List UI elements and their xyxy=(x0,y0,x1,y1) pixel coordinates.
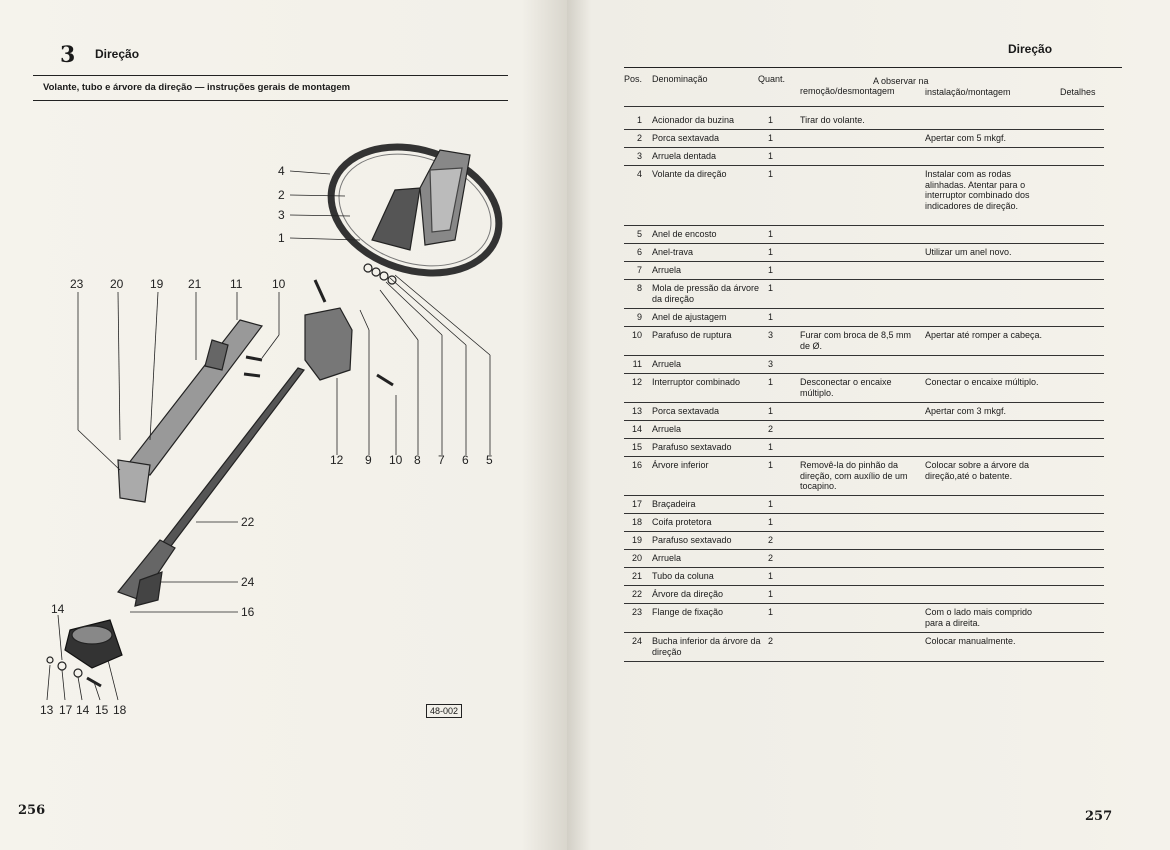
cell-name: Anel de encosto xyxy=(652,229,717,239)
steering-wheel-hub xyxy=(372,188,420,250)
cell-qty: 1 xyxy=(768,607,774,617)
page-number-left: 256 xyxy=(18,803,46,818)
cell-install: Apertar com 3 mkgf. xyxy=(925,406,1007,416)
cell-name: Parafuso sextavado xyxy=(652,442,732,452)
figure-reference: 48-002 xyxy=(426,704,462,718)
cell-install: Instalar com as rodas alinhadas. Atentar para o interruptor combinado dos indicadores de direção. xyxy=(925,169,1030,211)
cell-pos: 11 xyxy=(632,359,642,369)
cell-pos: 24 xyxy=(631,636,642,646)
table-header xyxy=(624,74,1104,100)
callout-label: 10 xyxy=(272,277,286,291)
cell-pos: 12 xyxy=(631,377,642,387)
table-row xyxy=(624,550,1104,568)
cell-pos: 22 xyxy=(631,589,642,599)
cell-name: Porca sextavada xyxy=(652,406,720,416)
cell-pos: 5 xyxy=(636,229,642,239)
cell-qty: 1 xyxy=(768,460,774,470)
cell-name: Bucha inferior da árvore da direção xyxy=(652,636,761,657)
header-name: Denominação xyxy=(652,74,708,84)
cell-name: Coifa protetora xyxy=(652,517,712,527)
cell-qty: 2 xyxy=(768,636,774,646)
cell-qty: 2 xyxy=(768,424,774,434)
left-page xyxy=(0,0,567,850)
header-install: instalação/montagem xyxy=(925,87,1011,97)
cell-name: Arruela dentada xyxy=(652,151,717,161)
callout-label: 22 xyxy=(241,515,255,529)
table-row xyxy=(624,403,1104,421)
cell-pos: 17 xyxy=(631,499,642,509)
callout-label: 15 xyxy=(95,703,109,717)
cell-name: Volante da direção xyxy=(652,169,727,179)
cell-qty: 1 xyxy=(768,312,774,322)
cell-qty: 1 xyxy=(768,283,774,293)
cell-qty: 2 xyxy=(768,553,774,563)
table-row xyxy=(624,166,1104,226)
cell-pos: 18 xyxy=(631,517,642,527)
header-details: Detalhes xyxy=(1060,87,1096,97)
callout-label: 8 xyxy=(414,453,421,467)
callout-label: 11 xyxy=(230,277,243,291)
cell-pos: 8 xyxy=(636,283,642,293)
cell-removal: Furar com broca de 8,5 mm de Ø. xyxy=(800,330,912,351)
cell-name: Arruela xyxy=(652,359,682,369)
cell-pos: 2 xyxy=(636,133,642,143)
table-row xyxy=(624,130,1104,148)
cell-install: Conectar o encaixe múltiplo. xyxy=(925,377,1039,387)
callout-label: 14 xyxy=(76,703,90,717)
callout-label: 16 xyxy=(241,605,255,619)
callout-label: 10 xyxy=(389,453,403,467)
callout-label: 18 xyxy=(113,703,127,717)
table-row xyxy=(624,633,1104,662)
cell-install: Com o lado mais comprido para a direita. xyxy=(925,607,1033,628)
cell-name: Arruela xyxy=(652,553,682,563)
callout-label: 9 xyxy=(365,453,372,467)
cell-install: Colocar manualmente. xyxy=(925,636,1016,646)
table-row xyxy=(624,327,1104,356)
cell-name: Braçadeira xyxy=(652,499,696,509)
cell-install: Colocar sobre a árvore da direção,até o batente. xyxy=(925,460,1030,481)
cell-name: Anel-trava xyxy=(652,247,694,257)
table-row xyxy=(624,374,1104,403)
page-number-right: 257 xyxy=(1085,809,1113,824)
header-observe: A observar na xyxy=(873,76,929,86)
cell-removal: Tirar do volante. xyxy=(800,115,865,125)
cell-name: Mola de pressão da árvore da direção xyxy=(652,283,760,304)
callout-label: 2 xyxy=(278,188,285,202)
table-row xyxy=(624,262,1104,280)
callout-label: 4 xyxy=(278,164,285,178)
cell-qty: 1 xyxy=(768,151,774,161)
table-row xyxy=(624,244,1104,262)
table-row xyxy=(624,514,1104,532)
cell-pos: 9 xyxy=(636,312,642,322)
cell-name: Parafuso de ruptura xyxy=(652,330,732,340)
table-row xyxy=(624,226,1104,244)
cell-qty: 1 xyxy=(768,229,774,239)
callout-label: 23 xyxy=(70,277,84,291)
cell-name: Interruptor combinado xyxy=(652,377,741,387)
table-row xyxy=(624,421,1104,439)
callout-label: 17 xyxy=(59,703,73,717)
table-row xyxy=(624,309,1104,327)
callout-label: 6 xyxy=(462,453,469,467)
header-rule-bottom xyxy=(33,100,508,101)
callout-label: 14 xyxy=(51,602,65,616)
cell-qty: 1 xyxy=(768,571,774,581)
cell-qty: 1 xyxy=(768,442,774,452)
header-pos: Pos. xyxy=(624,74,643,84)
cell-qty: 1 xyxy=(768,133,774,143)
cell-qty: 3 xyxy=(768,330,774,340)
cell-qty: 1 xyxy=(768,115,774,125)
table-row xyxy=(624,280,1104,309)
cell-qty: 1 xyxy=(768,517,774,527)
cell-name: Anel de ajustagem xyxy=(652,312,727,322)
parts-table xyxy=(624,74,1104,662)
table-row xyxy=(624,586,1104,604)
cell-pos: 7 xyxy=(636,265,642,275)
callout-label: 13 xyxy=(40,703,54,717)
table-row xyxy=(624,148,1104,166)
cell-pos: 15 xyxy=(631,442,642,452)
callout-label: 7 xyxy=(438,453,445,467)
cell-pos: 10 xyxy=(631,330,642,340)
callout-label: 19 xyxy=(150,277,164,291)
cell-qty: 1 xyxy=(768,499,774,509)
right-page-title: Direção xyxy=(1008,42,1053,56)
cell-qty: 1 xyxy=(768,377,774,387)
callout-label: 5 xyxy=(486,453,493,467)
cell-pos: 13 xyxy=(631,406,642,416)
callout-label: 20 xyxy=(110,277,124,291)
cell-install: Apertar até romper a cabeça. xyxy=(925,330,1043,340)
cell-removal: Removê-la do pinhão da direção, com auxílio de um tocapino. xyxy=(800,460,908,491)
mounting-flange xyxy=(118,460,150,502)
table-row xyxy=(624,532,1104,550)
table-row xyxy=(624,457,1104,496)
callout-label: 12 xyxy=(330,453,344,467)
header-removal: remoção/desmontagem xyxy=(800,86,895,96)
header-rule-top xyxy=(33,75,508,76)
table-row xyxy=(624,604,1104,633)
cell-pos: 6 xyxy=(636,247,642,257)
table-row xyxy=(624,496,1104,514)
callout-label: 21 xyxy=(188,277,202,291)
cell-pos: 21 xyxy=(631,571,642,581)
cell-qty: 1 xyxy=(768,589,774,599)
cell-name: Acionador da buzina xyxy=(652,115,735,125)
cell-qty: 1 xyxy=(768,169,774,179)
cell-pos: 14 xyxy=(631,424,642,434)
table-row xyxy=(624,356,1104,374)
cell-name: Flange de fixação xyxy=(652,607,724,617)
cell-name: Porca sextavada xyxy=(652,133,720,143)
cell-removal: Desconectar o encaixe múltiplo. xyxy=(800,377,892,398)
right-header-rule xyxy=(624,67,1122,68)
cell-qty: 1 xyxy=(768,247,774,257)
cell-install: Utilizar um anel novo. xyxy=(925,247,1012,257)
chapter-number: 3 xyxy=(60,42,76,68)
cell-name: Árvore inferior xyxy=(652,460,709,470)
cell-pos: 19 xyxy=(631,535,642,545)
cell-qty: 2 xyxy=(768,535,774,545)
cell-qty: 1 xyxy=(768,406,774,416)
section-title: Volante, tubo e árvore da direção — instruções gerais de montagem xyxy=(43,82,351,93)
cell-qty: 3 xyxy=(768,359,774,369)
cell-pos: 4 xyxy=(636,169,642,179)
cell-install: Apertar com 5 mkgf. xyxy=(925,133,1007,143)
cell-pos: 3 xyxy=(636,151,642,161)
combination-switch xyxy=(305,308,352,380)
chapter-title: Direção xyxy=(95,47,140,61)
table-row xyxy=(624,568,1104,586)
cell-pos: 20 xyxy=(631,553,642,563)
header-qty: Quant. xyxy=(758,74,786,84)
cell-qty: 1 xyxy=(768,265,774,275)
cell-pos: 23 xyxy=(631,607,642,617)
cell-name: Árvore da direção xyxy=(652,589,724,599)
callout-label: 24 xyxy=(241,575,255,589)
cell-name: Arruela xyxy=(652,265,682,275)
callout-label: 1 xyxy=(278,231,285,245)
cell-pos: 1 xyxy=(636,115,642,125)
cell-name: Tubo da coluna xyxy=(652,571,714,581)
cell-name: Parafuso sextavado xyxy=(652,535,732,545)
cell-name: Arruela xyxy=(652,424,682,434)
callout-label: 3 xyxy=(278,208,285,222)
table-row xyxy=(624,439,1104,457)
steering-exploded-diagram xyxy=(0,130,530,730)
table-row xyxy=(624,112,1104,130)
cell-pos: 16 xyxy=(631,460,642,470)
